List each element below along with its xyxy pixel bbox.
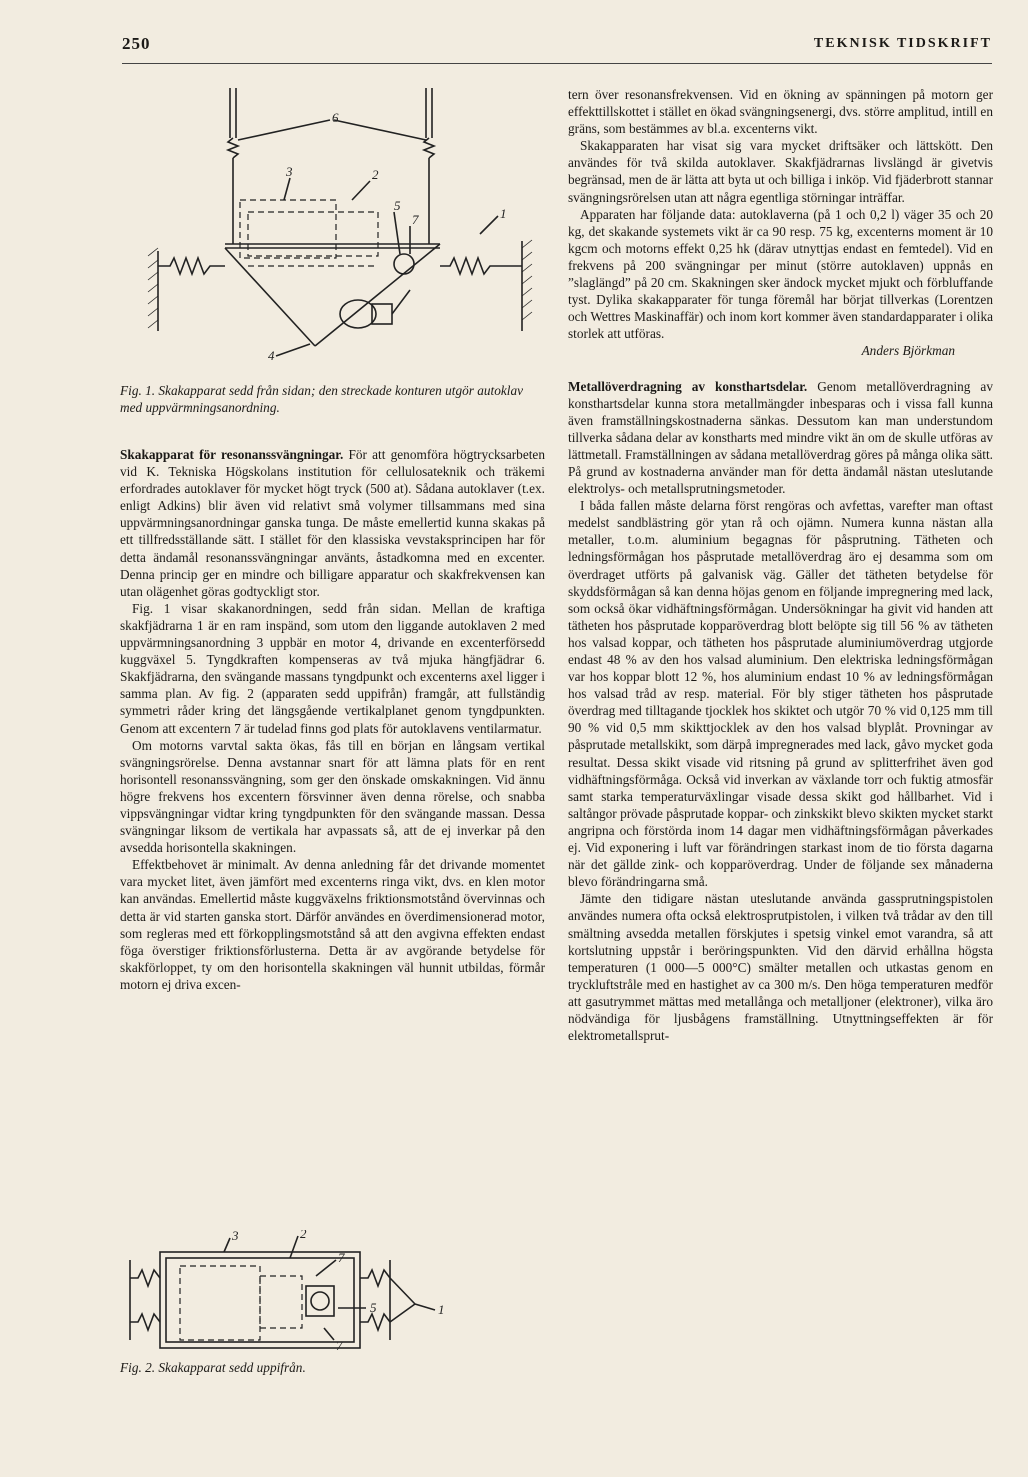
article1-paragraph: Skakapparaten har visat sig vara mycket driftsäker och lättskött. Den användes för två skilda autoklaver. Skakfjädrarnas livslängd är givetvis begränsad, men de är lätta att byta ut och billiga i inköp. Vid fjäderbrott stannar svängningsrörelsen utan att några egentliga störningar inträffar.	[568, 138, 993, 205]
article1-intro-text: För att genomföra högtrycksarbeten vid K. Tekniska Högskolans institution för cellulosateknik och träkemi erfordrades autoklaver för mycket högt tryck (500 at). Sådana autoklaver (t.ex. enligt Adkins) blir även vid relativt små volymer tillsammans med sina uppvärmningsanordningar ganska tunga. De måste emellertid kunna skakas på ett tillfredsställande sätt. I stället för den klassiska vevstaksprincipen har för detta ändamål resonanssvängningar använts, åstadkomna med en excenter. Denna princip ger en mindre och billigare apparatur och skakfrekvensen kan utan olägenhet göras godtyckligt stor.	[120, 447, 545, 599]
article1-paragraph: Apparaten har följande data: autoklaverna (på 1 och 0,2 l) väger 35 och 20 kg, det skakande systemets vikt är ca 90 resp. 75 kg, excenterns moment är 10 kgcm och motorns effekt 0,25 hk (därav utnyttjas endast en femtedel). Vid en frekvens på 200 svängningar per minut (större autoklaven) uppnås en ”slaglängd” på 20 cm. Skakningen sker ändock mycket mjukt och förbluffande tyst. Dylika skakapparater för tunga föremål har börjat tillverkas (Lorentzen och Wettres Maskinaffär) och inom kort kommer även standardapparater i olika storlek att utföras.	[568, 206, 993, 342]
fig2-label-5: 5	[370, 1300, 377, 1315]
fig2-label-2: 2	[300, 1230, 307, 1241]
fig1-label-3: 3	[286, 164, 293, 179]
figure-2-diagram	[120, 1230, 550, 1360]
fig1-label-6: 6	[332, 110, 339, 125]
fig2-label-7-top: 7	[338, 1250, 345, 1265]
fig2-label-7-bottom: 7	[336, 1338, 343, 1353]
figure-2-caption: Fig. 2. Skakapparat sedd uppifrån.	[120, 1360, 306, 1375]
figure-1-caption: Fig. 1. Skakapparat sedd från sidan; den streckade konturen utgör autoklav med uppvärmningsanordning.	[120, 383, 524, 415]
article1-continuation: tern över resonansfrekvensen. Vid en ökning av spänningen på motorn ger effekttillskottet i stället en ökad svängningsenergi, dvs. större amplitud, intill en gräns, som bestämmes av bl.a. excenterns vikt.	[568, 87, 993, 137]
figure-1-diagram	[120, 76, 550, 376]
page-number: 250	[122, 34, 151, 53]
header-rule	[122, 63, 992, 64]
fig1-label-5: 5	[394, 198, 401, 213]
left-column	[120, 446, 545, 993]
article1-paragraph: Fig. 1 visar skakanordningen, sedd från sidan. Mellan de kraftiga skakfjädrarna 1 är en ram inspänd, som utom den liggande autoklaven 2 med uppvärmningsanordning 3 uppbär en motor 4, drivande en excenterförsedd kuggväxel 5. Tyngdkraften kompenseras av två mjuka hängfjädrar 6. Skakfjädrarna, den svängande massans tyngdpunkt och excenterns axel ligger i samma plan. Av fig. 2 (apparaten sedd uppifrån) framgår, att fullständig symmetri råder kring det längsgående vertikalplanet genom tyngdpunkten. Genom att excentern 7 är tudelad finns god plats för autoklavens ventilarmatur.	[120, 600, 545, 736]
fig1-label-1: 1	[500, 206, 507, 221]
author-signature: Anders Björkman	[861, 343, 955, 359]
page-header	[122, 34, 992, 56]
article1-paragraph: Om motorns varvtal sakta ökas, fås till en början en långsam vertikal svängningsrörelse. Denna avstannar snart för att lämna plats för en rent horisontell resonanssvängning, som ger den önskade omskakningen. Vid ännu högre frekvens hos excentern försvinner även denna rörelse, och snabba vippsvängningar vidtar kring tyngdpunkten för den svängande massan. Dessa svängningar liksom de vertikala har avpassats så, att de ej inverkar på den avsedda horisontella skakningen.	[120, 737, 545, 856]
article1-paragraph: Effektbehovet är minimalt. Av denna anledning får det drivande momentet vara mycket litet, även jämfört med excenterns ringa vikt, dvs. en klen motor kan användas. Emellertid måste kuggväxelns friktionsmotstånd övervinnas och detta är vid starten ganska stort. Därför användes en överdimensionerad motor, som regleras med ett förkopplingsmotstånd så att den avgivna effekten endast föga överstiger friktionsförlusterna. Detta är av avgörande betydelse för skakförloppet, ty om den horisontella skakningen väl hunnit utbildas, förmår motorn ej driva excen-	[120, 857, 545, 992]
right-column	[568, 86, 993, 1044]
fig1-label-4: 4	[268, 348, 275, 363]
article2-intro-text: Genom metallöverdragning av konsthartsdelar kunna stora metallmängder inbesparas och i vissa fall kunna även framställningskostnaderna sänkas. Dessutom kan man understundom tillverka sådana delar av konstharts med mindre vikt än om de skulle utföras av lättmetall. Framställningen av sådana metallöverdrag göres på många olika sätt. På grund av kostnaderna använder man för detta ändamål nästan uteslutande elektrolys- och metallsprutningsmetoder.	[568, 378, 993, 497]
fig1-label-2: 2	[372, 167, 379, 182]
article2-paragraph: I båda fallen måste delarna först rengöras och avfettas, varefter man oftast medelst sandblästring gör ytan rå och ojämn. Numera kunna nästan alla metaller, t.o.m. aluminium begagnas för påsprutning. Tätheten och ledningsförmågan hos påsprutade metallöverdrag äro ej desamma som om överdraget utförts på galvanisk väg. Gäller det tätheten betydelse för skyddsförmågan så kan denna höjas genom en följande impregnering med lack, som också ökar vidhäftningsförmågan. Undersökningar ha givit vid handen att tätheten hos påsprutade kopparöverdrag blott belöpte sig till 56 % av tätheten hos valsad koppar, och tätheten hos påsprutade aluminiumöverdrag utgjorde endast 48 % av den hos valsad aluminium. Den elektriska ledningsförmågan var hos koppar blott 12 %, hos aluminium endast 10 % av ledningsförmågan hos valsad tråd av resp. material. För bly stiger tätheten hos påsprutade överdrag med tilltagande tjocklek hos skiktet och utgör 70 % vid 0,125 mm till 90 % vid 0,5 mm skikttjocklek av den hos valsad blyplåt. Provningar av påsprutade metallskikt, som därpå impregnerades med lack, gåvo mycket goda resultat. Dessa skikt visade vid ritsning på grund av splitterfrihet även god vidhäftningsförmåga. Också vid inverkan av växlande torr och fuktig atmosfär samt starka temperaturväxlingar visade dessa skikt god hållbarhet. Vid i saltångor prövade påsprutade koppar- och zinkskikt blevo skikten mycket starkt angripna och förstörda inom 14 dagar men vidhäftningsförmågan påverkades ej. Vid exponering i luft var förändringen starkast inom de tio första dagarna när det gällde zink- och kopparöverdrag. Under de följande sex månaderna blevo förändringarna små.	[568, 498, 993, 890]
journal-title: TEKNISK TIDSKRIFT	[813, 36, 992, 51]
article1-intro	[120, 446, 545, 600]
article1-headline: Skakapparat för resonanssvängningar.	[120, 447, 344, 462]
fig2-label-1: 1	[438, 1302, 445, 1317]
fig1-label-7: 7	[412, 212, 419, 227]
fig2-label-3: 3	[232, 1230, 239, 1243]
article2-paragraph: Jämte den tidigare nästan uteslutande använda gassprutningspistolen användes numera ofta också elektrosprutpistolen, i vilken två trådar av den till smältning avsedda metallen förskjutes i spetsig vinkel emot varandra, så att kortslutning uppstår i beröringspunkten. Vid den därvid erhållna högsta temperaturen (1 000—5 000°C) smälter metallen och utkastas genom en tryckluftstråle med en hastighet av ca 300 m/s. Den höga temperaturen medför att gasutrymmet mättas med metallånga och metalljoner (elektroner), vilka äro nödvändiga för ljusbågens framställning. Utnyttningseffekten är för elektrometallsprut-	[568, 891, 993, 1044]
article2-intro	[568, 378, 993, 498]
article2-headline: Metallöverdragning av konsthartsdelar.	[568, 378, 808, 394]
